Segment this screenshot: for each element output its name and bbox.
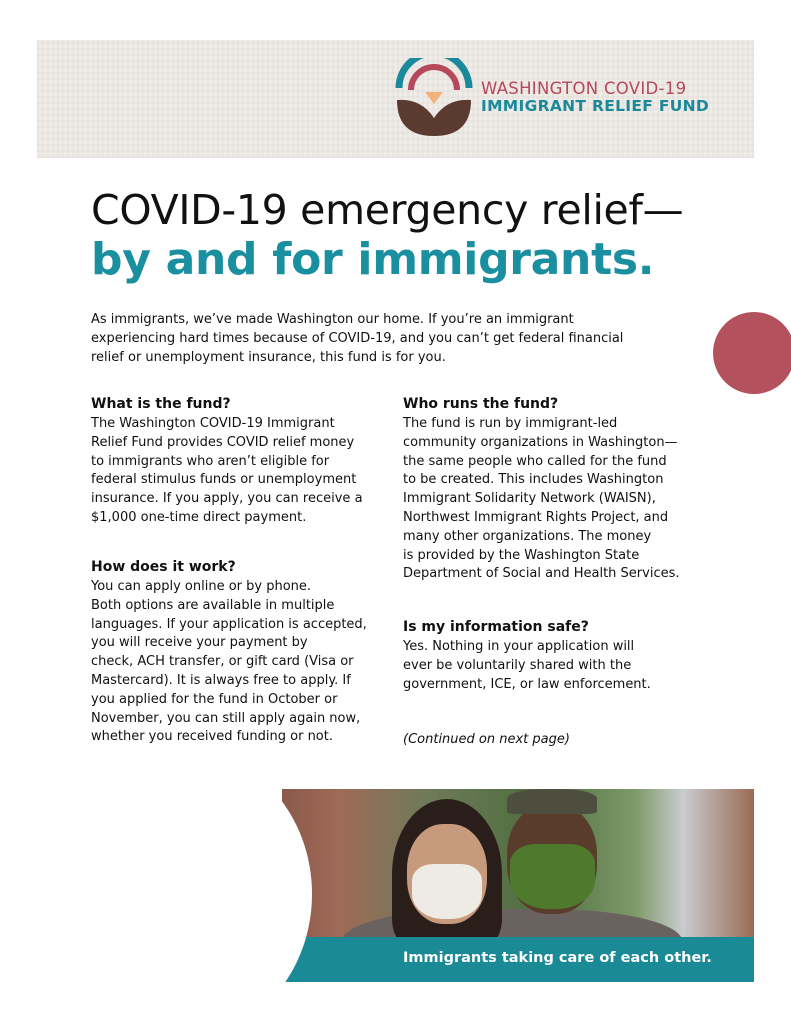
text-line: you applied for the fund in October or	[91, 691, 338, 707]
text-line: Department of Social and Health Services.	[403, 566, 680, 582]
continued-note: (Continued on next page)	[403, 732, 570, 747]
decorative-circle	[713, 312, 791, 394]
photo-caption: Immigrants taking care of each other.	[403, 950, 712, 966]
photo-shape	[510, 844, 595, 909]
org-name-line2: IMMIGRANT RELIEF FUND	[481, 97, 710, 115]
intro-paragraph	[91, 311, 623, 367]
photo-two-masked-people	[282, 789, 754, 982]
text-line: to immigrants who aren’t eligible for	[91, 453, 330, 469]
text-line: languages. If your application is accepted,	[91, 616, 367, 632]
text-line: Mastercard). It is always free to apply. If	[91, 672, 351, 688]
text-line: is provided by the Washington State	[403, 547, 640, 563]
text-line: You can apply online or by phone.	[91, 579, 312, 594]
section-heading: Who runs the fund?	[403, 396, 559, 412]
page-subtitle: by and for immigrants.	[91, 234, 655, 285]
text-line: ever be voluntarily shared with the	[403, 657, 632, 673]
text-line: insurance. If you apply, you can receive a	[91, 491, 363, 507]
text-line: whether you received funding or not.	[91, 729, 333, 745]
text-line: $1,000 one-time direct payment.	[91, 509, 307, 525]
text-line: Immigrant Solidarity Network (WAISN),	[403, 491, 656, 507]
page-title: COVID-19 emergency relief—	[91, 186, 684, 234]
text-line: Both options are available in multiple	[91, 597, 335, 613]
text-line: government, ICE, or law enforcement.	[403, 676, 651, 692]
text-line: community organizations in Washington—	[403, 434, 678, 450]
text-line: The fund is run by immigrant-led	[403, 416, 618, 431]
text-line: federal stimulus funds or unemployment	[91, 472, 357, 488]
text-line: November, you can still apply again now,	[91, 710, 361, 726]
text-line: Yes. Nothing in your application will	[403, 639, 635, 654]
photo-shape	[507, 789, 597, 814]
text-line: the same people who called for the fund	[403, 453, 667, 469]
section-body-how	[91, 578, 367, 747]
text-line: to be created. This includes Washington	[403, 472, 664, 488]
fund-logo-icon	[395, 58, 473, 136]
text-line: you will receive your payment by	[91, 635, 308, 651]
text-line: relief or unemployment insurance, this fund is for you.	[91, 349, 446, 365]
section-heading: How does it work?	[91, 559, 236, 575]
section-heading: What is the fund?	[91, 396, 231, 412]
text-line: experiencing hard times because of COVID-19, and you can’t get federal financial	[91, 330, 624, 346]
text-line: The Washington COVID-19 Immigrant	[91, 416, 335, 431]
photo-shape	[412, 864, 482, 919]
text-line: As immigrants, we’ve made Washington our home. If you’re an immigrant	[91, 312, 574, 327]
text-line: Relief Fund provides COVID relief money	[91, 434, 355, 450]
text-line: check, ACH transfer, or gift card (Visa or	[91, 654, 354, 670]
section-heading: Is my information safe?	[403, 619, 589, 635]
section-body-what	[91, 415, 363, 528]
section-body-safe	[403, 638, 651, 694]
section-body-who	[403, 415, 680, 584]
text-line: Northwest Immigrant Rights Project, and	[403, 509, 669, 525]
org-name-line1: WASHINGTON COVID-19	[481, 79, 687, 98]
text-line: many other organizations. The money	[403, 528, 652, 544]
